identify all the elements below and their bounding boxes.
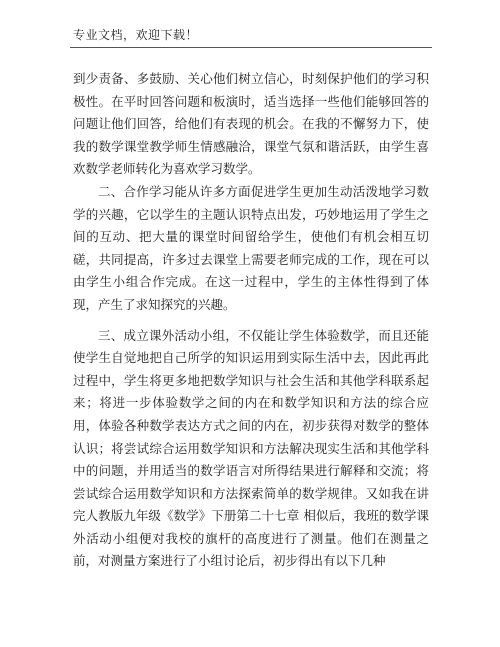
paragraph-cooperative-learning: 二、合作学习能从许多方面促进学生更加生动活泼地学习数学的兴趣，它以学生的主题认识特点出发，巧妙地运用了学生之间的互动、把大量的课堂时间留给学生，使他们有机会相互切磋，共同提高，许多过去课堂上需要老师完成的工作，现在可以由学生小组合作完成。在这一过程中，学生的主体性得到了体现，产生了求知探究的兴趣。	[73, 183, 429, 312]
header-divider	[70, 47, 432, 48]
paragraph-continuation: 到少责备、多鼓励、关心他们树立信心，时刻保护他们的学习积极性。在平时回答问题和板演时，适当选择一些他们能够回答的问题让他们回答，给他们有表现的机会。在我的不懈努力下，使我的数学课堂教学师生情感融洽，课堂气氛和谐活跃，由学生喜欢数学老师转化为喜欢学习数学。	[73, 71, 429, 177]
document-body	[73, 68, 429, 573]
paragraph-extracurricular-group: 三、成立课外活动小组，不仅能让学生体验数学，而且还能使学生自觉地把自己所学的知识运用到实际生活中去，因此再此过程中，学生将更多地把数学知识与社会生活和其他学科联系起来；将进一步体验数学之间的内在和数学知识和方法的综合应用，体验各种数学表达方式之间的内在，初步获得对数学的整体认识；将尝试综合运用数学知识和方法解决现实生活和其他学科中的问题，并用适当的数学语言对所得结果进行解释和交流；将尝试综合运用数学知识和方法探索简单的数学规律。又如我在讲完人教版九年级《数学》下册第二十七章 相似后，我班的数学课外活动小组便对我校的旗杆的高度进行了测量。他们在测量之前，对测量方案进行了小组讨论后，初步得出有以下几种	[73, 327, 429, 569]
page-header-text: 专业文档，欢迎下载！	[73, 28, 199, 42]
